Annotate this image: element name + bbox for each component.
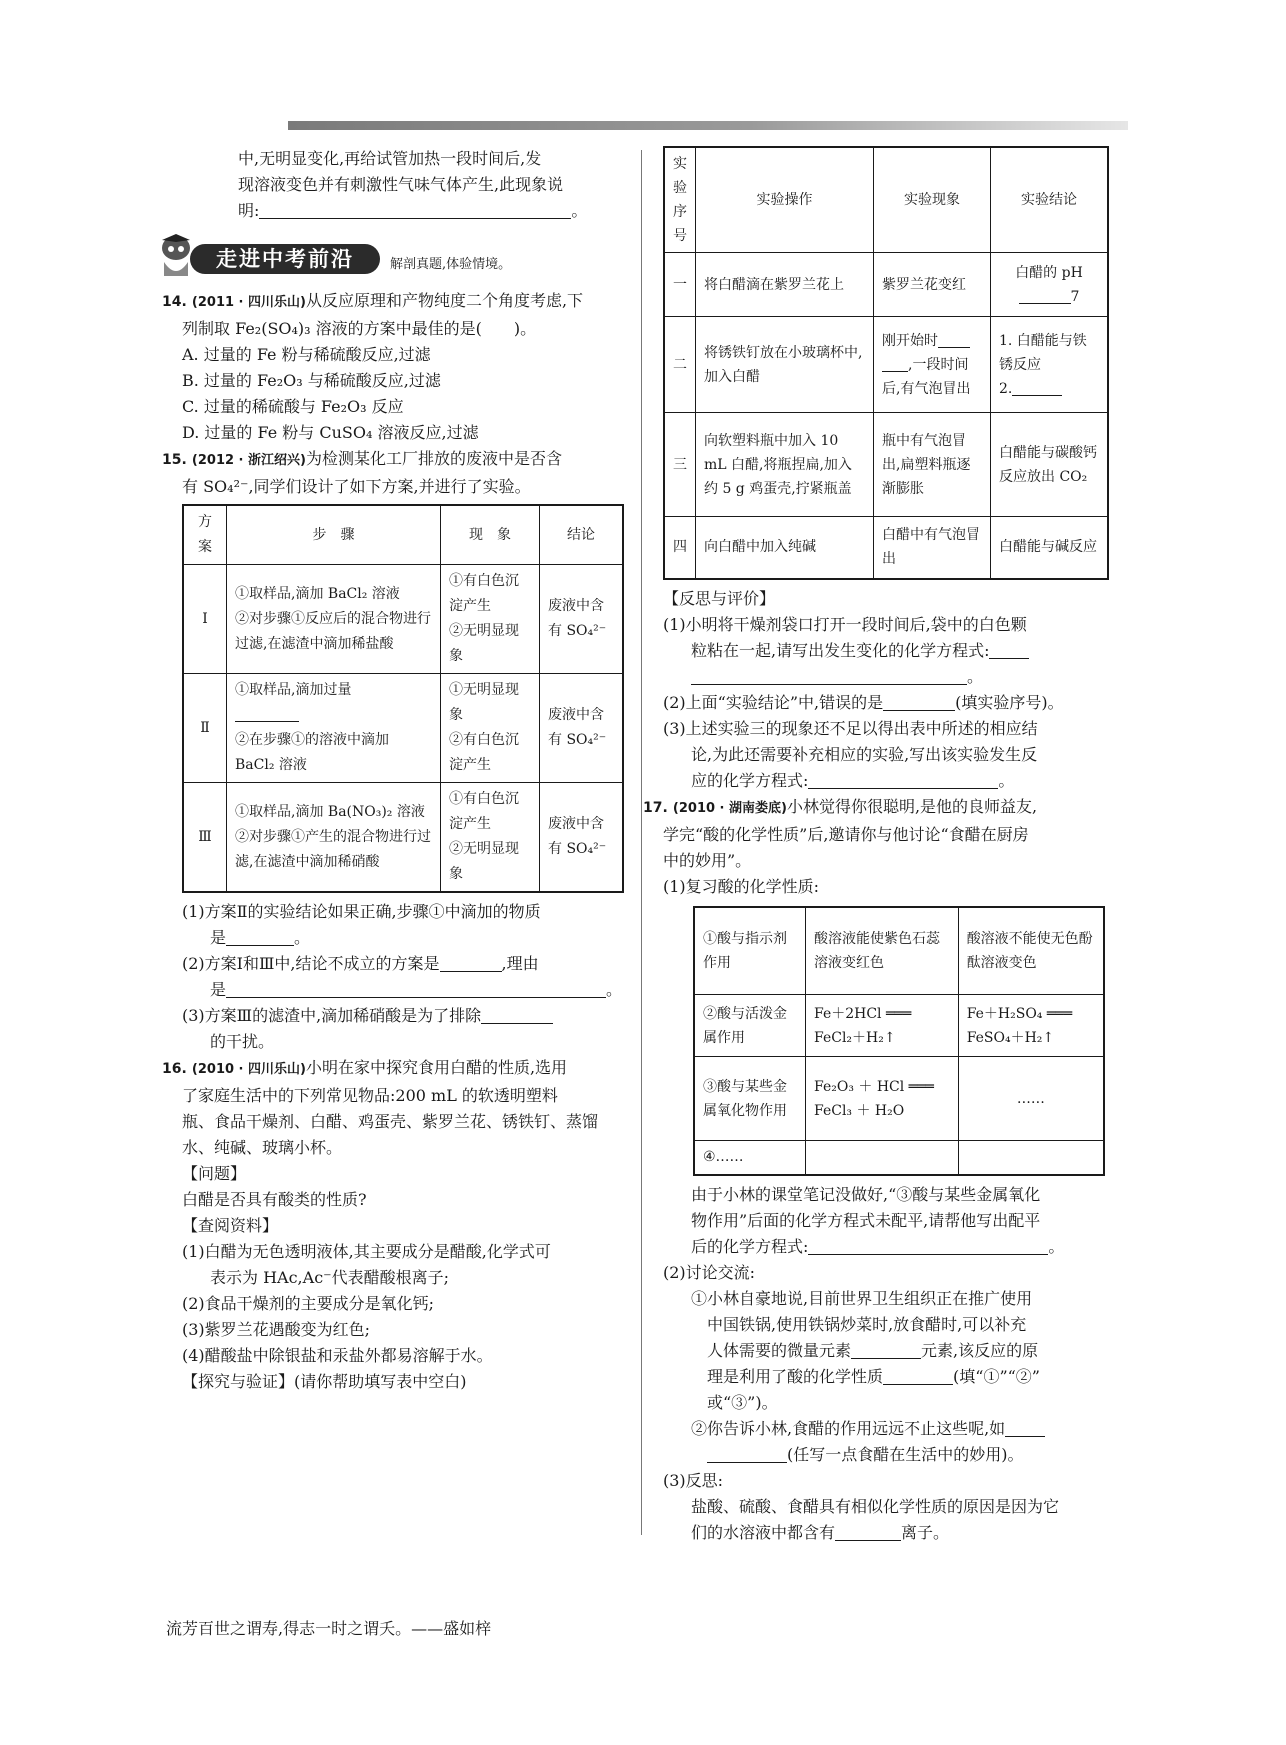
right-column: 实验序号 实验操作 实验现象 实验结论 一 将白醋滴在紫罗兰花上 紫罗兰花变红 白醋的 pH 7 二 将锈铁钉放在小玻璃杯中,加入白醋 刚开始时 ,一段时间 后,有气泡冒出 1. 白醋能与铁锈反应 2. 三 向软塑料瓶中加入 10 mL 白醋,将瓶捏扁,加入约 5 g 鸡蛋壳,拧紧瓶盖 瓶中有气泡冒出,扁塑料瓶逐渐膨胀 白醋能与碳酸钙反应放出 CO₂ 四 向白醋中加入纯碱 白醋中有气泡冒出 白醋能与碱反应 【反思与评价】 (1)小明将干燥剂袋口打开一段时间后,袋中的白色颗 粒粘在一起,请写出发生变化的化学方程式: 。 (2)上面“实验结论”中,错误的是 (填实验序号)。 (3)上述实验三的现象还不足以得出表中所述的相应结 论,为此还需要补充相应的实验,写出该实验发生反 应的化学方程式: 。 17. (2010 · 湖南娄底)小林觉得你很聪明,是他的良师益友, 学完“酸的化学性质”后,邀请你与他讨论“食醋在厨房 中的妙用”。 (1)复习酸的化学性质: ①酸与指示剂作用 酸溶液能使紫色石蕊溶液变红色 酸溶液不能使无色酚酞溶液变色 ②酸与活泼金属作用 Fe＋2HCl ═══ FeCl₂＋H₂↑ Fe＋H₂SO₄ ═══ FeSO₄＋H₂↑ ③酸与某些金属氧化物作用 Fe₂O₃ ＋ HCl ═══ FeCl₃ ＋ H₂O …… ④…… 由于小林的课堂笔记没做好,“③酸与某些金属氧化 物作用”后面的化学方程式未配平,请帮他写出配平 后的化学方程式: 。 (2)讨论交流: ①小林自豪地说,目前世界卫生组织正在推广使用 中国铁锅,使用铁锅炒菜时,放食醋时,可以补充 人体需要的微量元素 元素,该反应的原 理是利用了酸的化学性质 (填“①”“②” 或“③”)。 ②你告诉小林,食醋的作用远远不止这些呢,如 (任写一点食醋在生活中的妙用)。 (3)反思: 盐酸、硫酸、食醋具有相似化学性质的原因是因为它 们的水溶液中都含有 离子。: [663, 146, 1129, 1546]
table-row: ①酸与指示剂作用 酸溶液能使紫色石蕊溶液变红色 酸溶液不能使无色酚酞溶液变色: [694, 907, 1104, 995]
answer-blank[interactable]: [835, 1524, 901, 1541]
table-row: ②酸与活泼金属作用 Fe＋2HCl ═══ FeCl₂＋H₂↑ Fe＋H₂SO₄ ═══ FeSO₄＋H₂↑: [694, 995, 1104, 1057]
question-14: 14. (2011 · 四川乐山)从反应原理和产物纯度二个角度考虑,下: [162, 291, 584, 310]
banner-subtitle: 解剖真题,体验情境。: [390, 257, 512, 272]
question-17: 17. (2010 · 湖南娄底)小林觉得你很聪明,是他的良师益友,: [643, 796, 1038, 816]
section-heading: 【反思与评价】: [663, 588, 776, 608]
table-row: 四 向白醋中加入纯碱 白醋中有气泡冒出 白醋能与碱反应: [664, 517, 1108, 579]
table-row: ④……: [694, 1141, 1104, 1175]
table-row: Ⅰ ①取样品,滴加 BaCl₂ 溶液 ②对步骤①反应后的混合物进行过滤,在滤渣中滴加稀盐酸 ①有白色沉淀产生 ②无明显现象 废液中含有 SO₄²⁻: [183, 565, 623, 674]
table-row: 一 将白醋滴在紫罗兰花上 紫罗兰花变红 白醋的 pH 7: [664, 253, 1108, 317]
option-a[interactable]: A. 过量的 Fe 粉与稀硫酸反应,过滤: [182, 345, 431, 364]
table-header: 实验操作: [696, 147, 874, 253]
table-header: 步 骤: [227, 505, 441, 565]
option-b[interactable]: B. 过量的 Fe₂O₃ 与稀硫酸反应,过滤: [182, 371, 441, 390]
section-heading: 【问题】: [182, 1164, 247, 1183]
section-banner: [154, 232, 628, 284]
question-stem: 有 SO₄²⁻,同学们设计了如下方案,并进行了实验。: [182, 477, 531, 496]
section-heading: 【探究与验证】: [182, 1372, 295, 1391]
table-row: Ⅱ ①取样品,滴加过量 ②在步骤①的溶液中滴加 BaCl₂ 溶液 ①无明显现象 ②有白色沉淀产生 废液中含有 SO₄²⁻: [183, 674, 623, 783]
answer-blank[interactable]: [989, 642, 1029, 659]
intro-line: 现溶液变色并有刺激性气味气体产生,此现象说: [238, 175, 564, 194]
answer-blank[interactable]: [1005, 1420, 1045, 1437]
answer-blank[interactable]: [707, 1446, 787, 1463]
acid-properties-table: [693, 906, 1105, 1176]
answer-blank[interactable]: [883, 1368, 953, 1385]
footer-quote: 流芳百世之谓寿,得志一时之谓夭。——盛如梓: [166, 1619, 492, 1638]
header-rule: [288, 121, 1128, 130]
table-header: 结论: [540, 505, 624, 565]
question-stem: 列制取 Fe₂(SO₄)₃ 溶液的方案中最佳的是( )。: [182, 319, 537, 338]
table-row: 二 将锈铁钉放在小玻璃杯中,加入白醋 刚开始时 ,一段时间 后,有气泡冒出 1. 白醋能与铁锈反应 2.: [664, 317, 1108, 413]
table-header: 方案: [183, 505, 227, 565]
answer-blank[interactable]: [883, 694, 955, 711]
answer-blank[interactable]: [481, 1007, 553, 1024]
intro-line: 中,无明显变化,再给试管加热一段时间后,发: [238, 149, 542, 168]
answer-blank[interactable]: [1012, 379, 1062, 396]
experiment-table: [663, 146, 1109, 580]
answer-blank[interactable]: [938, 331, 970, 348]
table-header: 实验结论: [991, 147, 1109, 253]
plan-table: [182, 504, 624, 893]
table-row: Ⅲ ①取样品,滴加 Ba(NO₃)₂ 溶液 ②对步骤①产生的混合物进行过滤,在滤渣中滴加稀硝酸 ①有白色沉淀产生 ②无明显现象 废液中含有 SO₄²⁻: [183, 783, 623, 893]
table-header: 现 象: [441, 505, 540, 565]
table-row: 三 向软塑料瓶中加入 10 mL 白醋,将瓶捏扁,加入约 5 g 鸡蛋壳,拧紧瓶盖 瓶中有气泡冒出,扁塑料瓶逐渐膨胀 白醋能与碳酸钙反应放出 CO₂: [664, 413, 1108, 517]
column-divider: [641, 150, 642, 1535]
answer-blank[interactable]: [808, 1238, 1048, 1255]
answer-blank[interactable]: [440, 955, 502, 972]
answer-blank[interactable]: [259, 202, 571, 219]
banner-title: 走进中考前沿: [190, 244, 380, 274]
answer-blank[interactable]: [235, 705, 299, 722]
question-16: 16. (2010 · 四川乐山)小明在家中探究食用白醋的性质,选用: [162, 1058, 568, 1077]
option-c[interactable]: C. 过量的稀硫酸与 Fe₂O₃ 反应: [182, 397, 404, 416]
answer-blank[interactable]: [226, 981, 606, 998]
answer-blank[interactable]: [882, 355, 908, 372]
option-d[interactable]: D. 过量的 Fe 粉与 CuSO₄ 溶液反应,过滤: [182, 423, 479, 442]
answer-blank[interactable]: [226, 929, 294, 946]
section-heading: 【查阅资料】: [182, 1216, 279, 1235]
intro-line: 明: 。: [238, 201, 588, 220]
table-row: ③酸与某些金属氧化物作用 Fe₂O₃ ＋ HCl ═══ FeCl₃ ＋ H₂O ……: [694, 1057, 1104, 1141]
sub-question: (1)方案Ⅱ的实验结论如果正确,步骤①中滴加的物质: [182, 902, 541, 921]
answer-blank[interactable]: [808, 772, 998, 789]
answer-blank[interactable]: [851, 1342, 921, 1359]
question-15: 15. (2012 · 浙江绍兴)为检测某化工厂排放的废液中是否含: [162, 449, 562, 468]
table-header: 实验序号: [664, 147, 696, 253]
answer-blank[interactable]: [1019, 287, 1071, 304]
left-column: 中,无明显变化,再给试管加热一段时间后,发 现溶液变色并有刺激性气味气体产生,此现象说 明: 。 走进中考前沿 解剖真题,体验情境。 14. (2011 · 四川乐山)从反应原理和产物纯度二个角度考虑,下 列制取 Fe₂(SO₄)₃ 溶液的方案中最佳的是( )。 A. 过量的 Fe 粉与稀硫酸反应,过滤 B. 过量的 Fe₂O₃ 与稀硫酸反应,过滤 C. 过量的稀硫酸与 Fe₂O₃ 反应 D. 过量的 Fe 粉与 CuSO₄ 溶液反应,过滤 15. (2012 · 浙江绍兴)为检测某化工厂排放的废液中是否含 有 SO₄²⁻,同学们设计了如下方案,并进行了实验。 方案 步 骤 现 象 结论 Ⅰ ①取样品,滴加 BaCl₂ 溶液 ②对步骤①反应后的混合物进行过滤,在滤渣中滴加稀盐酸 ①有白色沉淀产生 ②无明显现象 废液中含有 SO₄²⁻ Ⅱ ①取样品,滴加过量 ②在步骤①的溶液中滴加 BaCl₂ 溶液 ①无明显现象 ②有白色沉淀产生 废液中含有 SO₄²⁻ Ⅲ ①取样品,滴加 Ba(NO₃)₂ 溶液 ②对步骤①产生的混合物进行过滤,在滤渣中滴加稀硝酸 ①有白色沉淀产生 ②无明显现象 废液中含有 SO₄²⁻ (1)方案Ⅱ的实验结论如果正确,步骤①中滴加的物质 是 。 (2)方案Ⅰ和Ⅲ中,结论不成立的方案是 ,理由 是 。 (3)方案Ⅲ的滤渣中,滴加稀硝酸是为了排除 的干扰。 16. (2010 · 四川乐山)小明在家中探究食用白醋的性质,选用 了家庭生活中的下列常见物品:200 mL 的软透明塑料 瓶、食品干燥剂、白醋、鸡蛋壳、紫罗兰花、锈铁钉、蒸馏 水、纯碱、玻璃小杯。 【问题】 白醋是否具有酸类的性质? 【查阅资料】 (1)白醋为无色透明液体,其主要成分是醋酸,化学式可 表示为 HAc,Ac⁻代表醋酸根离子; (2)食品干燥剂的主要成分是氧化钙; (3)紫罗兰花遇酸变为红色; (4)醋酸盐中除银盐和汞盐外都易溶解于水。 【探究与验证】(请你帮助填写表中空白): [162, 146, 628, 1395]
answer-blank[interactable]: [691, 668, 967, 685]
table-header: 实验现象: [874, 147, 991, 253]
